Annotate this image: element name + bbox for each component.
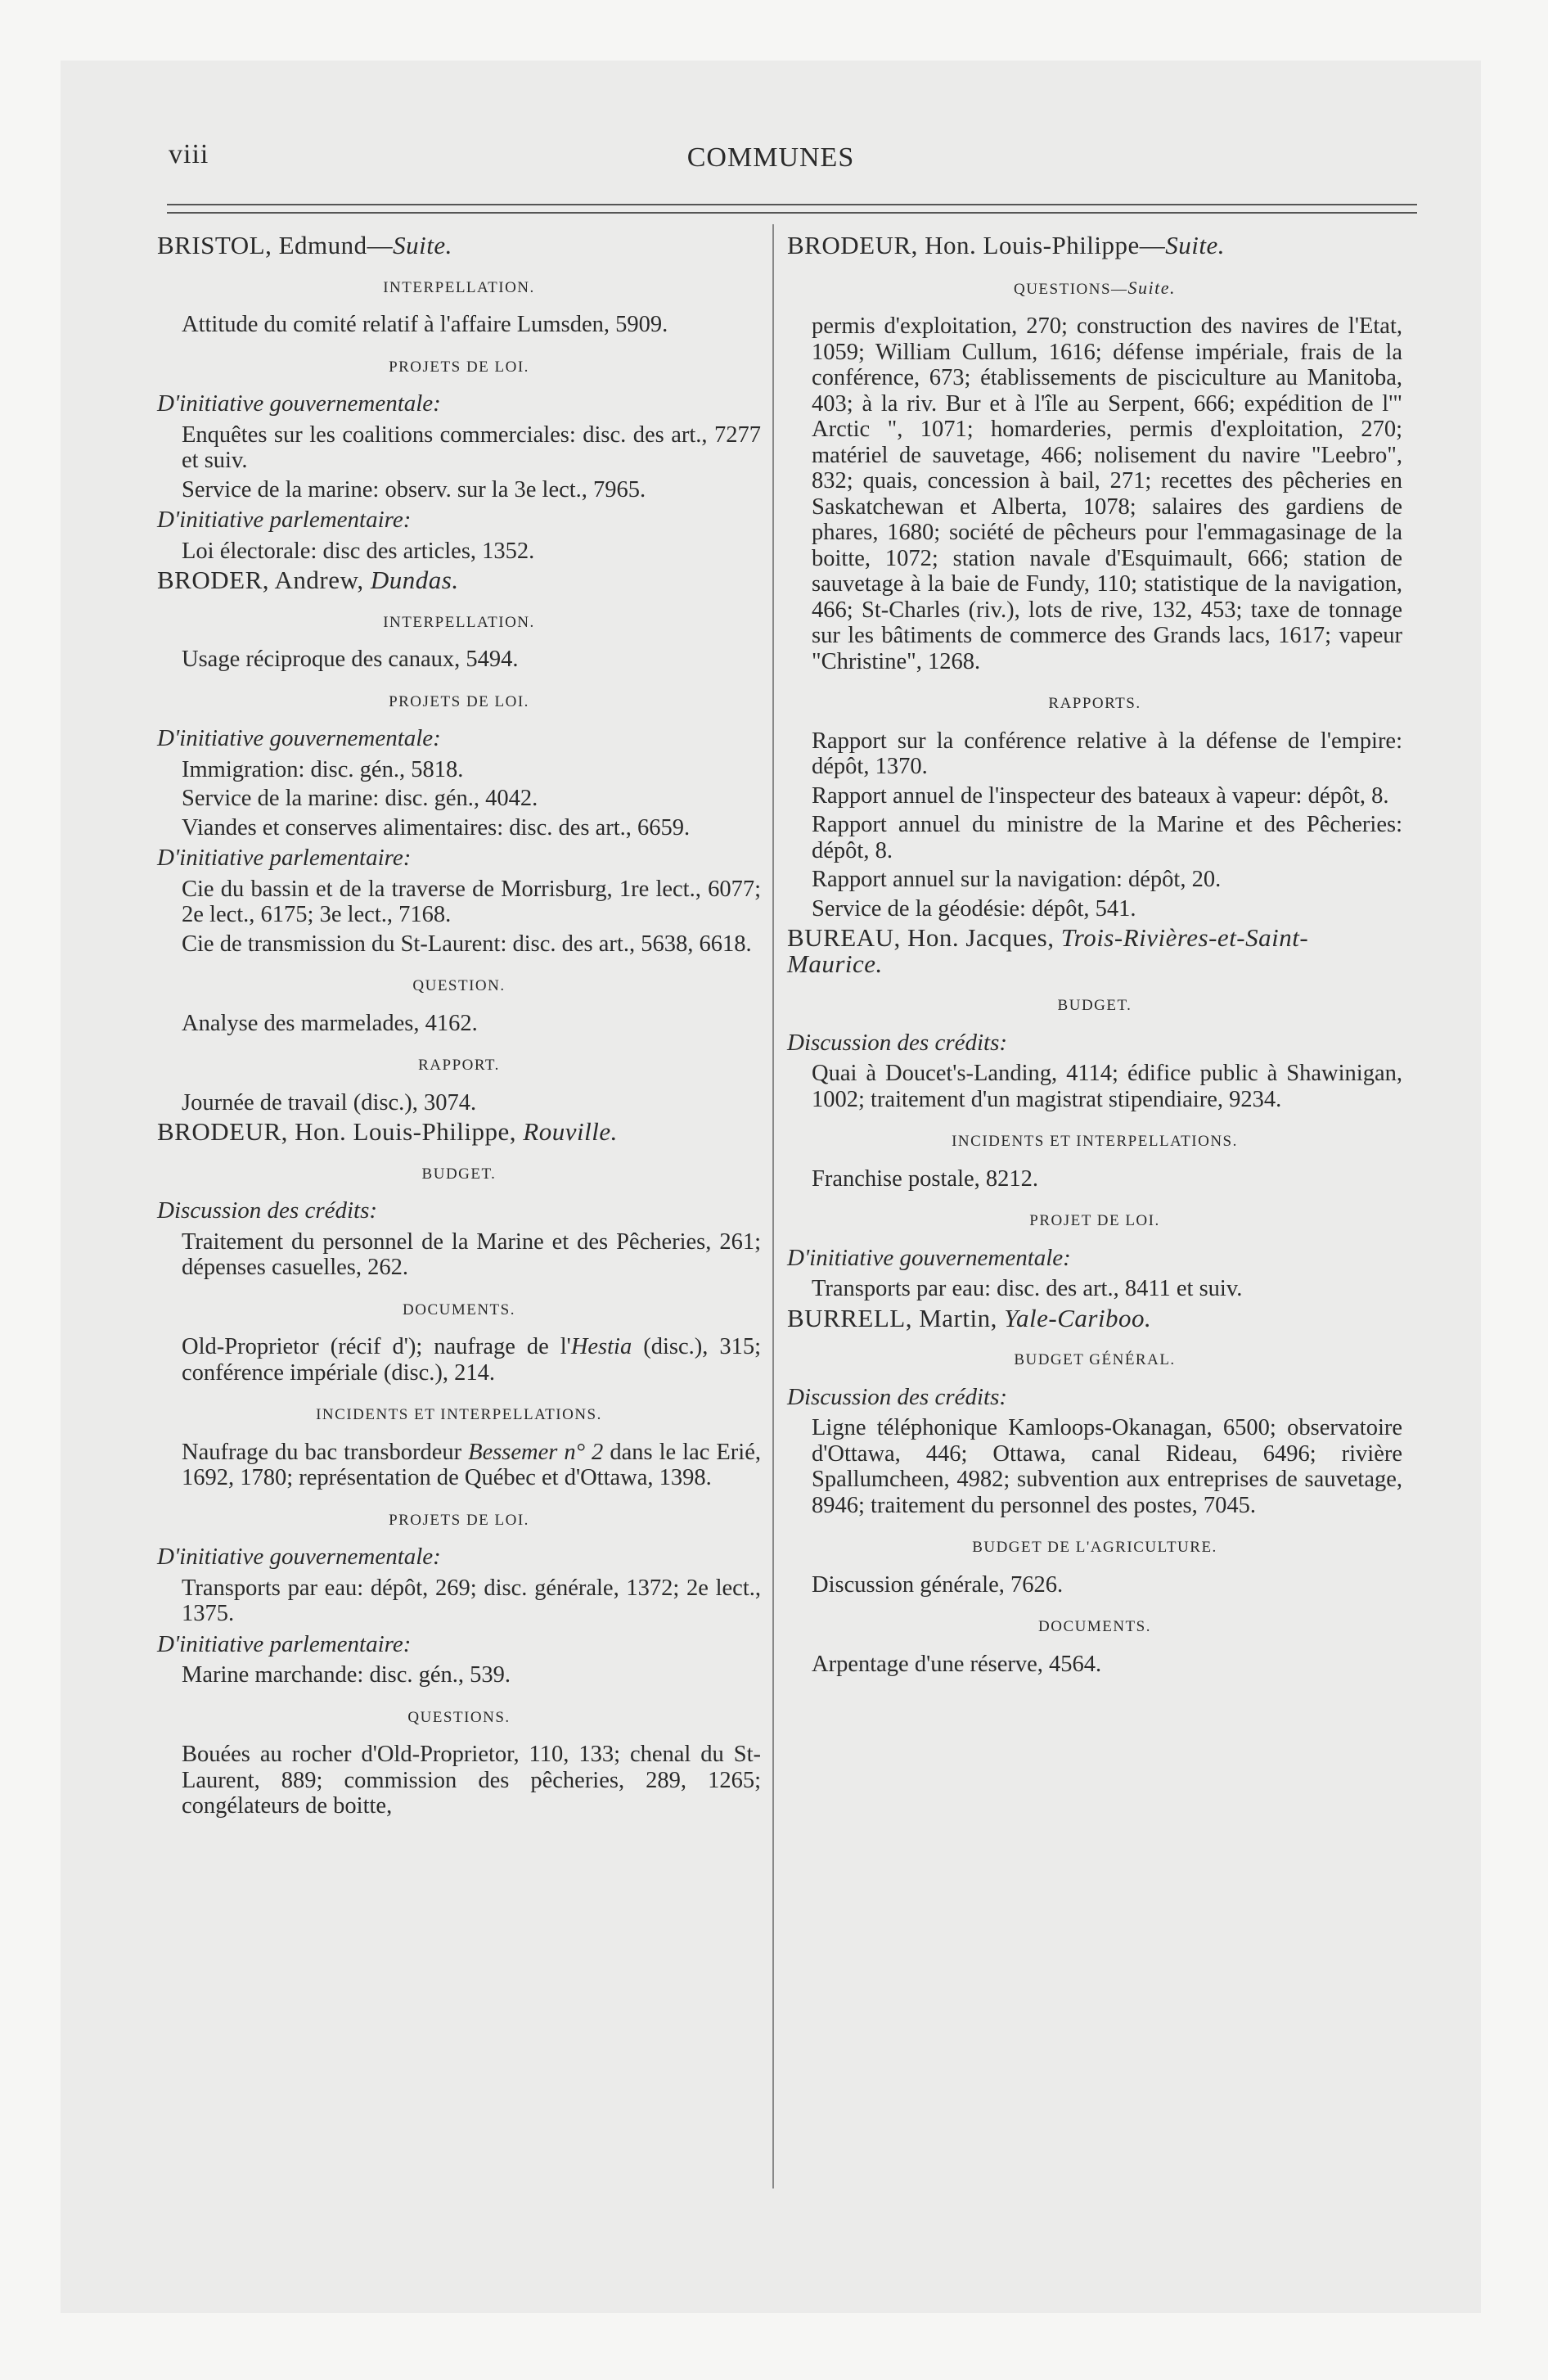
index-item: Usage réciproque des canaux, 5494. [182,647,519,672]
index-item: Cie de transmission du St-Laurent: disc. des art., 5638, 6618. [182,931,752,957]
header-rule [167,212,1417,214]
index-item: Service de la marine: disc. gén., 4042. [182,786,538,811]
index-item: Rapport annuel de l'inspecteur des bateaux à vapeur: dépôt, 8. [812,782,1389,809]
section-heading: PROJETS DE LOI. [389,358,529,376]
subheading: D'initiative gouvernementale: [157,1544,441,1570]
running-title: COMMUNES [686,142,855,173]
subheading: D'initiative parlementaire: [157,507,412,533]
header-rule [167,204,1417,205]
entry-name: BRODEUR, Hon. Louis-Philippe—Suite. [787,231,1226,259]
index-item: Analyse des marmelades, 4162. [182,1010,478,1036]
index-item: Naufrage du bac transbordeur Bessemer n° 2 dans le lac Erié, 1692, 1780; représentation de Québec et d'Ottawa, 1398. [182,1439,761,1490]
section-heading: RAPPORTS. [1048,695,1141,712]
entry-burrell [787,1305,1402,1678]
index-item: Immigration: disc. gén., 5818. [182,756,464,782]
subheading: D'initiative gouvernementale: [157,725,441,751]
section-heading: BUDGET. [1057,997,1132,1014]
subheading: Discussion des crédits: [787,1383,1008,1410]
index-item: Rapport sur la conférence relative à la défense de l'empire: dépôt, 1370. [812,728,1402,779]
section-heading: BUDGET DE L'AGRICULTURE. [972,1539,1217,1556]
index-item: Service de la géodésie: dépôt, 541. [812,895,1136,922]
page-number: viii [169,139,209,169]
subheading: D'initiative gouvernementale: [157,390,441,417]
entry-brodeur-suite [787,232,1402,922]
index-item: Transports par eau: dépôt, 269; disc. générale, 1372; 2e lect., 1375. [182,1575,761,1626]
entry-bristol [157,232,761,564]
column-divider [772,224,774,2188]
index-item: Service de la marine: observ. sur la 3e lect., 7965. [182,476,646,503]
index-item: Franchise postale, 8212. [812,1165,1039,1192]
index-item: Traitement du personnel de la Marine et des Pêcheries, 261; dépenses casuelles, 262. [182,1228,761,1280]
subheading: D'initiative parlementaire: [157,1630,412,1657]
section-heading: INTERPELLATION. [383,613,535,631]
index-item: Bouées au rocher d'Old-Proprietor, 110, 133; chenal du St-Laurent, 889; commission des pêcheries, 289, 1265; congélateurs de boitte, [182,1742,761,1819]
right-column [787,232,1402,1680]
section-heading: BUDGET. [421,1165,497,1183]
subheading: Discussion des crédits: [787,1029,1008,1056]
entry-name: BURRELL, Martin, Yale-Cariboo. [787,1303,1152,1332]
index-item: Discussion générale, 7626. [812,1571,1064,1598]
entry-name: BRISTOL, Edmund—Suite. [157,231,452,259]
section-heading: DOCUMENTS. [1038,1618,1151,1635]
index-item: Transports par eau: disc. des art., 8411 et suiv. [812,1276,1243,1301]
entry-name: BUREAU, Hon. Jacques, Trois-Rivières-et-Saint-Maurice. [787,923,1309,978]
section-heading: DOCUMENTS. [403,1300,515,1318]
section-heading: QUESTIONS. [407,1708,511,1726]
section-heading: INCIDENTS ET INTERPELLATIONS. [316,1406,602,1423]
subheading: Discussion des crédits: [157,1197,378,1224]
section-heading: RAPPORT. [418,1057,500,1074]
index-item: Quai à Doucet's-Landing, 4114; édifice public à Shawinigan, 1002; traitement d'un magistrat stipendiaire, 9234. [812,1061,1402,1112]
index-item: Rapport annuel sur la navigation: dépôt, 20. [812,867,1222,892]
index-item: Ligne téléphonique Kamloops-Okanagan, 6500; observatoire d'Ottawa, 446; Ottawa, canal Rideau, 6496; rivière Spallumcheen, 4982; subvention aux entreprises de sauvetage, 8946; traitement du personnel des postes, 7045. [812,1415,1402,1518]
entry-broder [157,567,761,1116]
index-item: Old-Proprietor (récif d'); naufrage de l'Hestia (disc.), 315; conférence impériale (disc.), 214. [182,1334,761,1386]
section-heading: BUDGET GÉNÉRAL. [1014,1351,1176,1368]
index-item: Rapport annuel du ministre de la Marine et des Pêcheries: dépôt, 8. [812,812,1402,863]
index-item: Loi électorale: disc des articles, 1352. [182,538,535,564]
index-item: Attitude du comité relatif à l'affaire Lumsden, 5909. [182,312,668,337]
index-item: Arpentage d'une réserve, 4564. [812,1651,1102,1677]
index-item: Journée de travail (disc.), 3074. [182,1089,477,1116]
page [61,61,1481,2313]
entry-name: BRODER, Andrew, Dundas. [157,566,459,594]
index-item: Cie du bassin et de la traverse de Morrisburg, 1re lect., 6077; 2e lect., 6175; 3e lect., 7168. [182,876,761,927]
index-item: Viandes et conserves alimentaires: disc. des art., 6659. [182,814,691,841]
section-heading: QUESTIONS—Suite. [1013,277,1177,298]
index-item: Marine marchande: disc. gén., 539. [182,1662,511,1688]
entry-bureau [787,925,1402,1302]
subheading: D'initiative gouvernementale: [787,1244,1071,1271]
left-column [157,232,761,1823]
section-heading: PROJET DE LOI. [1029,1212,1160,1229]
entry-brodeur [157,1119,761,1819]
section-heading: PROJETS DE LOI. [389,1511,529,1529]
section-heading: INCIDENTS ET INTERPELLATIONS. [952,1133,1238,1150]
index-item: Enquêtes sur les coalitions commerciales: disc. des art., 7277 et suiv. [182,421,761,473]
section-heading: PROJETS DE LOI. [389,692,529,710]
entry-name: BRODEUR, Hon. Louis-Philippe, Rouville. [157,1117,618,1146]
page-header [61,139,1481,188]
index-item: permis d'exploitation, 270; construction des navires de l'Etat, 1059; William Cullum, 1616; défense impériale, frais de la conférence, 673; établissements de pisciculture au Manitoba, 403; à la riv. Bur et à l'île au Serpent, 666; expédition de l'" Arctic ", 1071; homarderies, permis d'exploitation, 270; matériel de sauvetage, 466; nolisement du navire "Leebro", 832; quais, concession à bail, 271; recettes des pêcheries en Saskatchewan et Alberta, 1078; salaires des gardiens de phares, 1680; société de pêcheurs pour l'emmagasinage de la boitte, 1072; station navale d'Esquimault, 666; station de sauvetage à la baie de Fundy, 110; statistique de la navigation, 466; St-Charles (riv.), lots de rive, 132, 453; taxe de tonnage sur les bâtiments de commerce des Grands lacs, 1617; vapeur "Christine", 1268. [812,313,1402,674]
section-heading: INTERPELLATION. [383,278,535,296]
section-heading: QUESTION. [412,977,506,994]
subheading: D'initiative parlementaire: [157,845,412,871]
